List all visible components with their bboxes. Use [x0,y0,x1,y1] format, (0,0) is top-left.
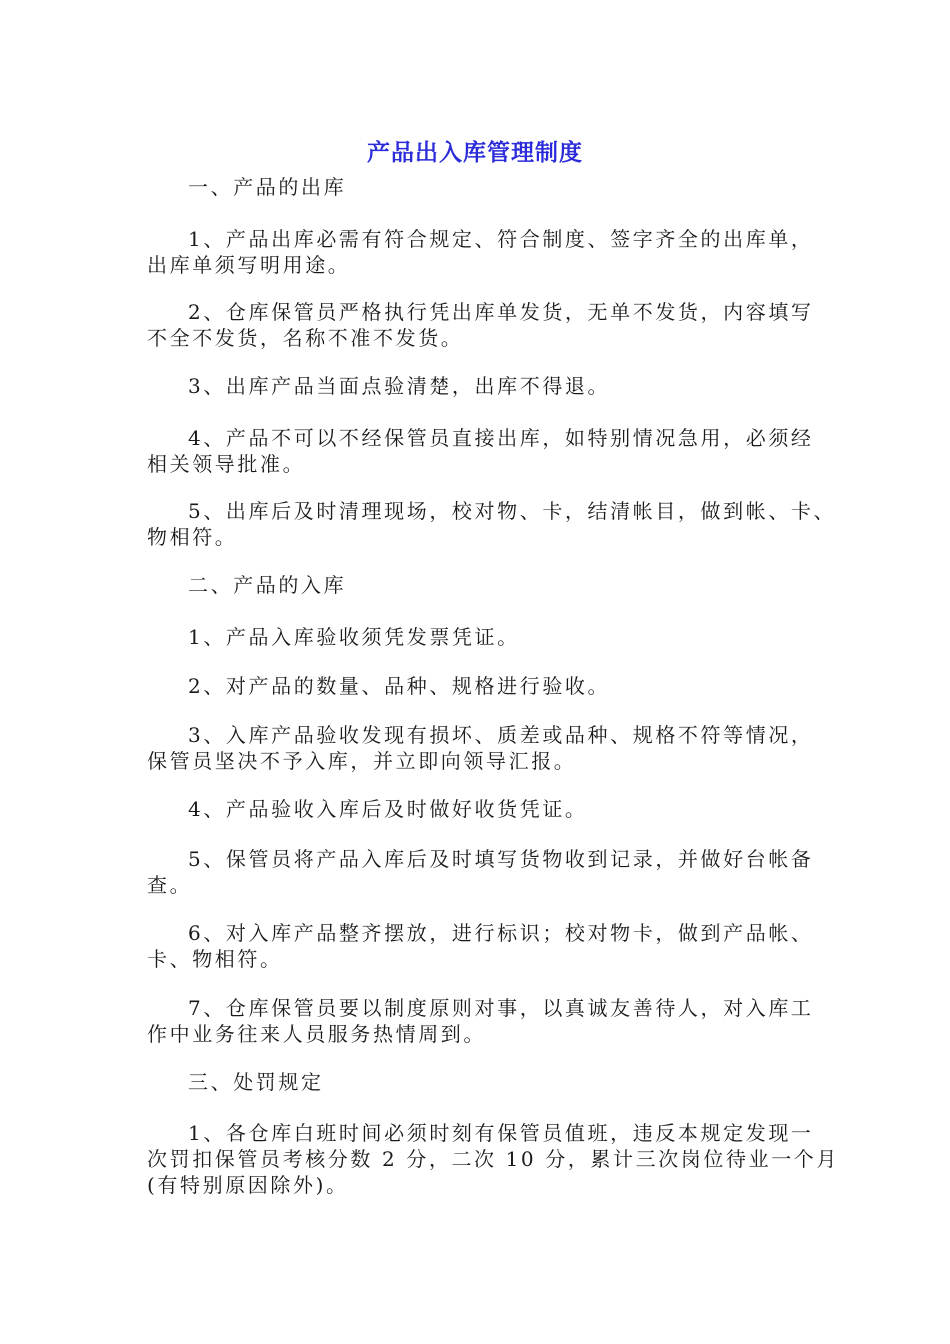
paragraph-line: 4、产品验收入库后及时做好收货凭证。 [188,797,588,821]
paragraph-line: (有特别原因除外)。 [147,1173,349,1197]
paragraph-line: 1、产品出库必需有符合规定、符合制度、签字齐全的出库单， [188,227,814,251]
paragraph-line: 作中业务往来人员服务热情周到。 [147,1022,486,1046]
section-heading: 二、产品的入库 [188,573,347,597]
paragraph-line: 出库单须写明用途。 [147,253,351,277]
paragraph-line: 4、产品不可以不经保管员直接出库，如特别情况急用，必须经 [188,426,814,450]
paragraph-line: 2、对产品的数量、品种、规格进行验收。 [188,674,611,698]
paragraph-line: 3、入库产品验收发现有损坏、质差或品种、规格不符等情况， [188,723,814,747]
paragraph-line: 保管员坚决不予入库，并立即向领导汇报。 [147,749,577,773]
section-heading: 一、产品的出库 [188,175,347,199]
paragraph-line: 2、仓库保管员严格执行凭出库单发货，无单不发货，内容填写 [188,300,814,324]
paragraph-line: 6、对入库产品整齐摆放，进行标识；校对物卡，做到产品帐、 [188,921,814,945]
paragraph-line: 7、仓库保管员要以制度原则对事，以真诚友善待人，对入库工 [188,996,814,1020]
paragraph-line: 相关领导批准。 [147,452,306,476]
paragraph-line: 1、产品入库验收须凭发票凭证。 [188,625,520,649]
paragraph-line: 3、出库产品当面点验清楚，出库不得退。 [188,374,611,398]
document-title: 产品出入库管理制度 [367,140,583,166]
paragraph-line: 次罚扣保管员考核分数 2 分，二次 10 分，累计三次岗位待业一个月 [147,1147,840,1171]
paragraph-line: 卡、物相符。 [147,947,283,971]
paragraph-line: 5、出库后及时清理现场，校对物、卡，结清帐目，做到帐、卡、 [188,499,837,523]
paragraph-line: 物相符。 [147,525,238,549]
paragraph-line: 1、各仓库白班时间必须时刻有保管员值班，违反本规定发现一 [188,1121,814,1145]
paragraph-line: 不全不发货，名称不准不发货。 [147,326,464,350]
section-heading: 三、处罚规定 [188,1070,324,1094]
paragraph-line: 5、保管员将产品入库后及时填写货物收到记录，并做好台帐备 [188,847,814,871]
paragraph-line: 查。 [147,873,193,897]
